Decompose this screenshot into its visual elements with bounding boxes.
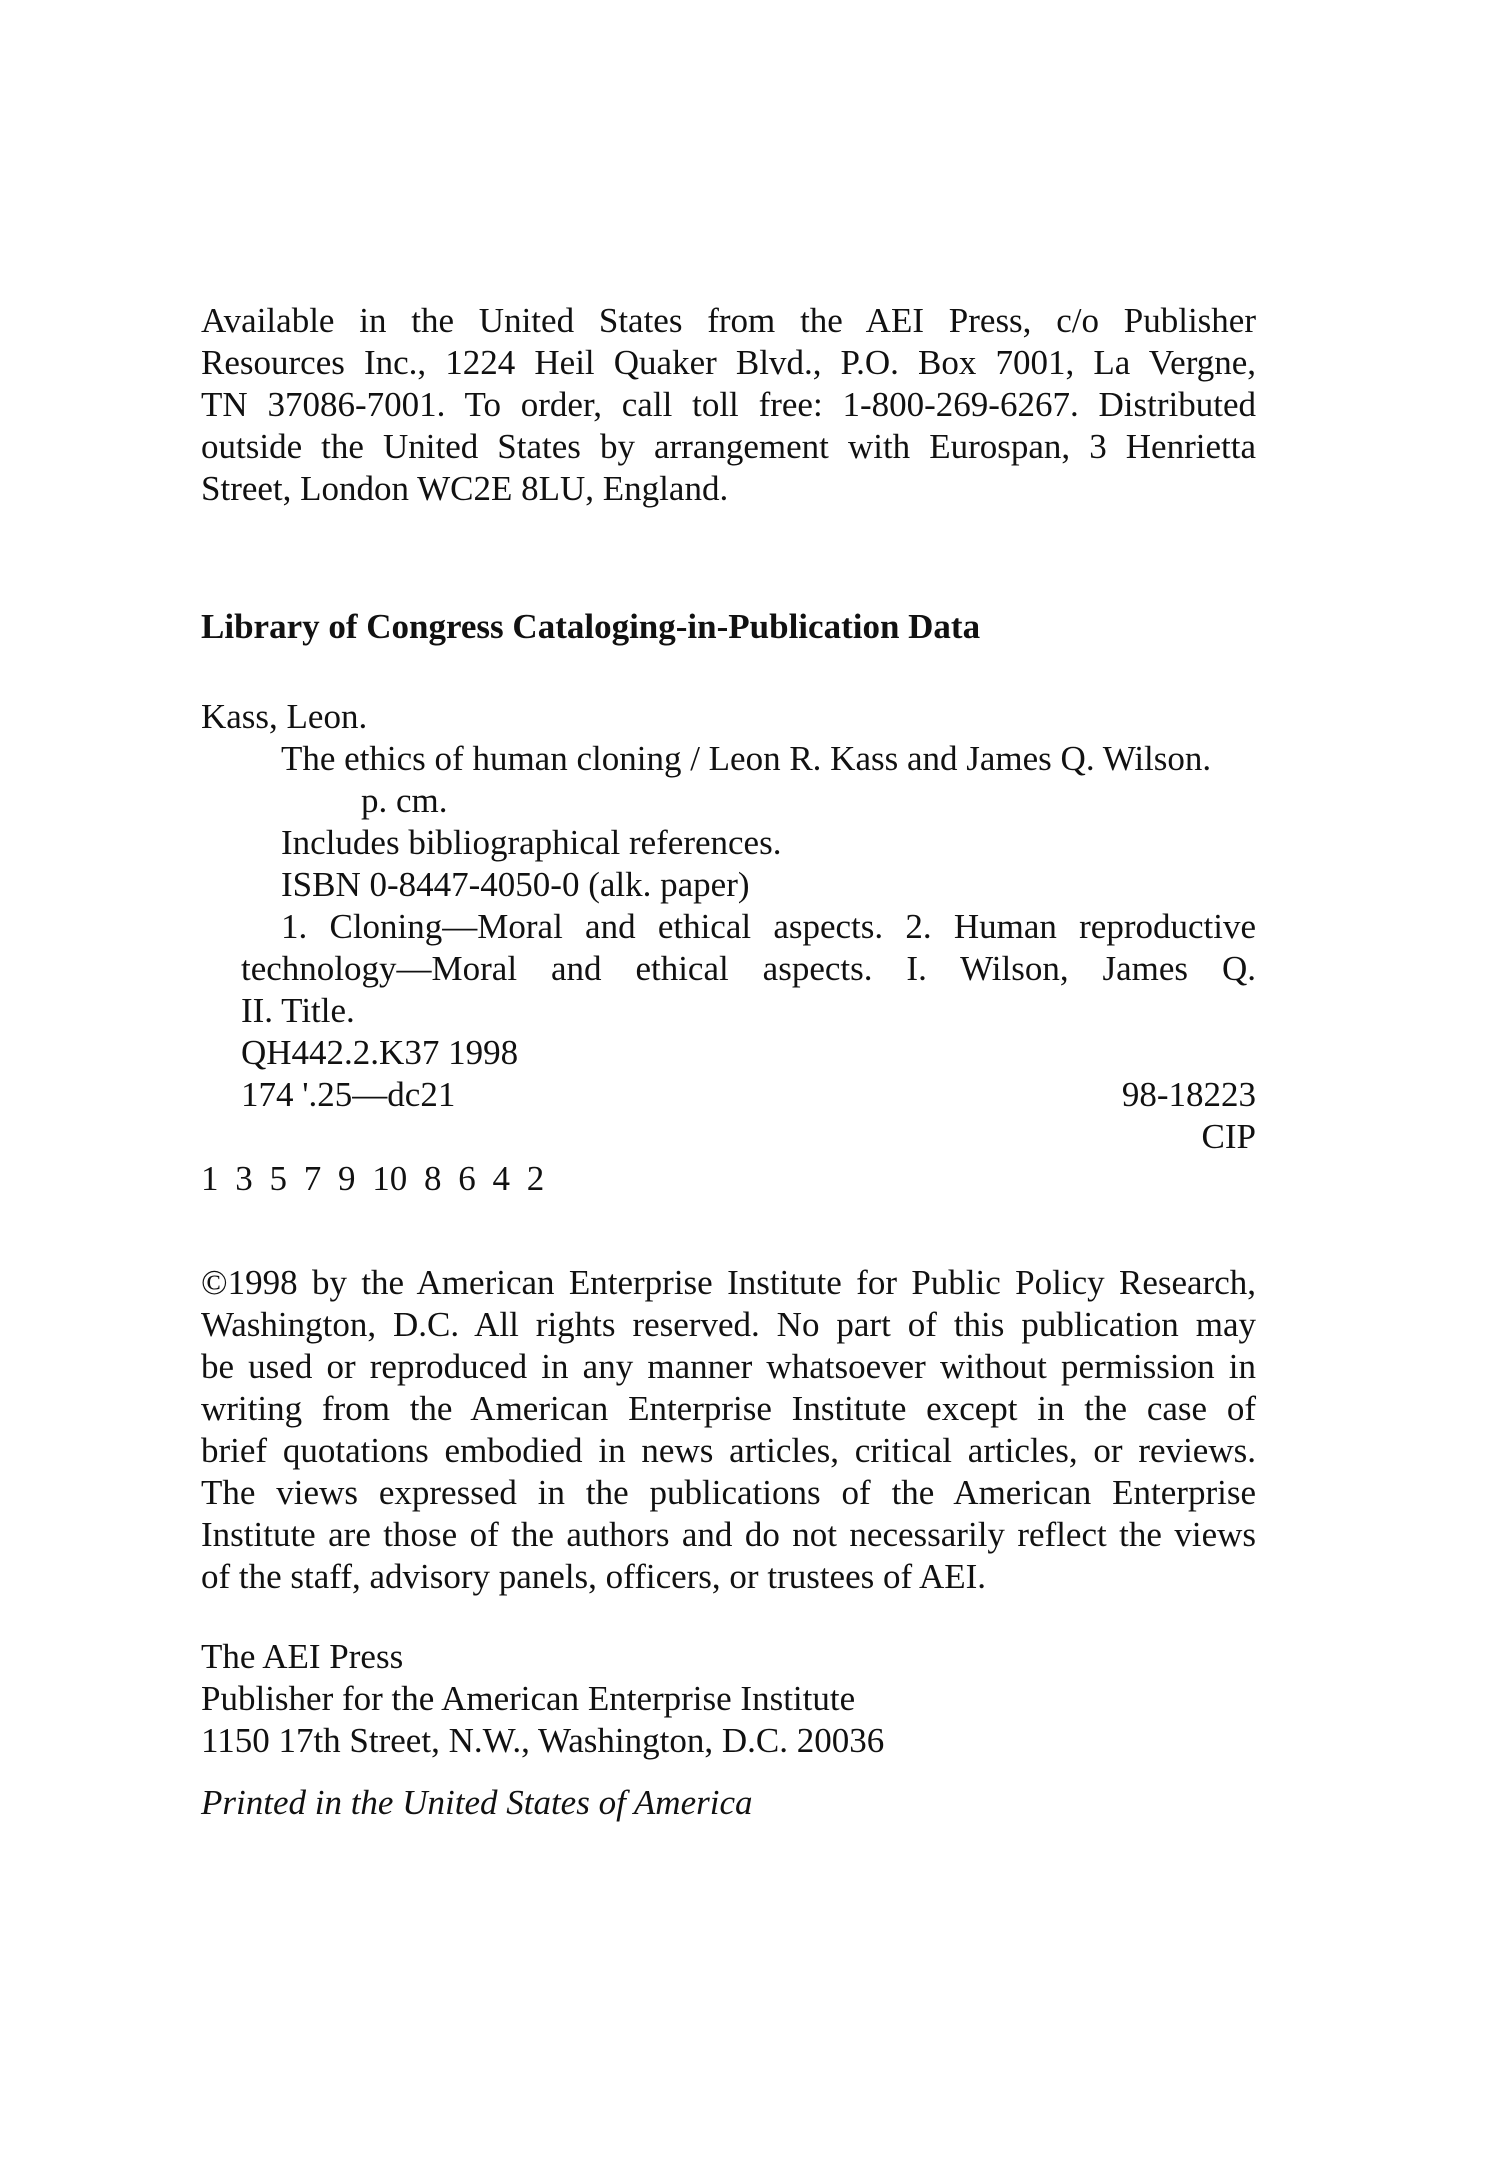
cip-dewey: 174 '.25—dc21 xyxy=(241,1075,456,1114)
cip-record xyxy=(201,696,1256,1158)
cip-lccn: 98-18223 xyxy=(1121,1075,1256,1114)
copyright-notice xyxy=(201,1262,1256,1598)
cip-mark: CIP xyxy=(1201,1117,1256,1156)
cip-title: The ethics of human cloning / Leon R. Kass and James Q. Wilson. xyxy=(281,739,1212,778)
cip-heading: Library of Congress Cataloging-in-Publication Data xyxy=(201,607,981,646)
copyright-line: brief quotations embodied in news articles, critical articles, or reviews. xyxy=(201,1431,1256,1470)
press-publisher: Publisher for the American Enterprise Institute xyxy=(201,1679,856,1718)
printed-in: Printed in the United States of America xyxy=(201,1783,753,1822)
copyright-line: be used or reproduced in any manner whatsoever without permission in xyxy=(201,1347,1256,1386)
cip-subject-line: technology—Moral and ethical aspects. I. Wilson, James Q. xyxy=(241,949,1256,988)
distribution-line: TN 37086-7001. To order, call toll free: 1-800-269-6267. Distributed xyxy=(201,385,1256,424)
distribution-notice xyxy=(201,300,1256,510)
cip-pages: p. cm. xyxy=(361,781,448,820)
cip-author: Kass, Leon. xyxy=(201,697,368,736)
distribution-line: Resources Inc., 1224 Heil Quaker Blvd., P.O. Box 7001, La Vergne, xyxy=(201,343,1256,382)
publisher-address xyxy=(201,1636,884,1762)
press-name: The AEI Press xyxy=(201,1637,404,1676)
copyright-line: Institute are those of the authors and do not necessarily reflect the views xyxy=(201,1515,1256,1554)
press-address: 1150 17th Street, N.W., Washington, D.C. 20036 xyxy=(201,1721,885,1760)
cip-subject-line: 1. Cloning—Moral and ethical aspects. 2. Human reproductive xyxy=(281,907,1256,946)
cip-subject-line: II. Title. xyxy=(241,991,355,1030)
distribution-line: Street, London WC2E 8LU, England. xyxy=(201,469,729,508)
cip-subjects xyxy=(201,906,1256,1032)
copyright-line: writing from the American Enterprise Institute except in the case of xyxy=(201,1389,1256,1428)
copyright-line: Washington, D.C. All rights reserved. No part of this publication may xyxy=(201,1305,1256,1344)
cip-lc-call-number: QH442.2.K37 1998 xyxy=(241,1033,519,1072)
copyright-line: The views expressed in the publications of the American Enterprise xyxy=(201,1473,1256,1512)
cip-dewey-row xyxy=(201,1074,1256,1116)
copyright-line: of the staff, advisory panels, officers, or trustees of AEI. xyxy=(201,1557,987,1596)
distribution-line: Available in the United States from the AEI Press, c/o Publisher xyxy=(201,301,1256,340)
distribution-line: outside the United States by arrangement with Eurospan, 3 Henrietta xyxy=(201,427,1256,466)
cip-isbn: ISBN 0-8447-4050-0 (alk. paper) xyxy=(281,865,750,904)
cip-notes: Includes bibliographical references. xyxy=(281,823,782,862)
copyright-line: ©1998 by the American Enterprise Institute for Public Policy Research, xyxy=(201,1263,1256,1302)
printing-line: 1 3 5 7 9 10 8 6 4 2 xyxy=(201,1159,545,1198)
